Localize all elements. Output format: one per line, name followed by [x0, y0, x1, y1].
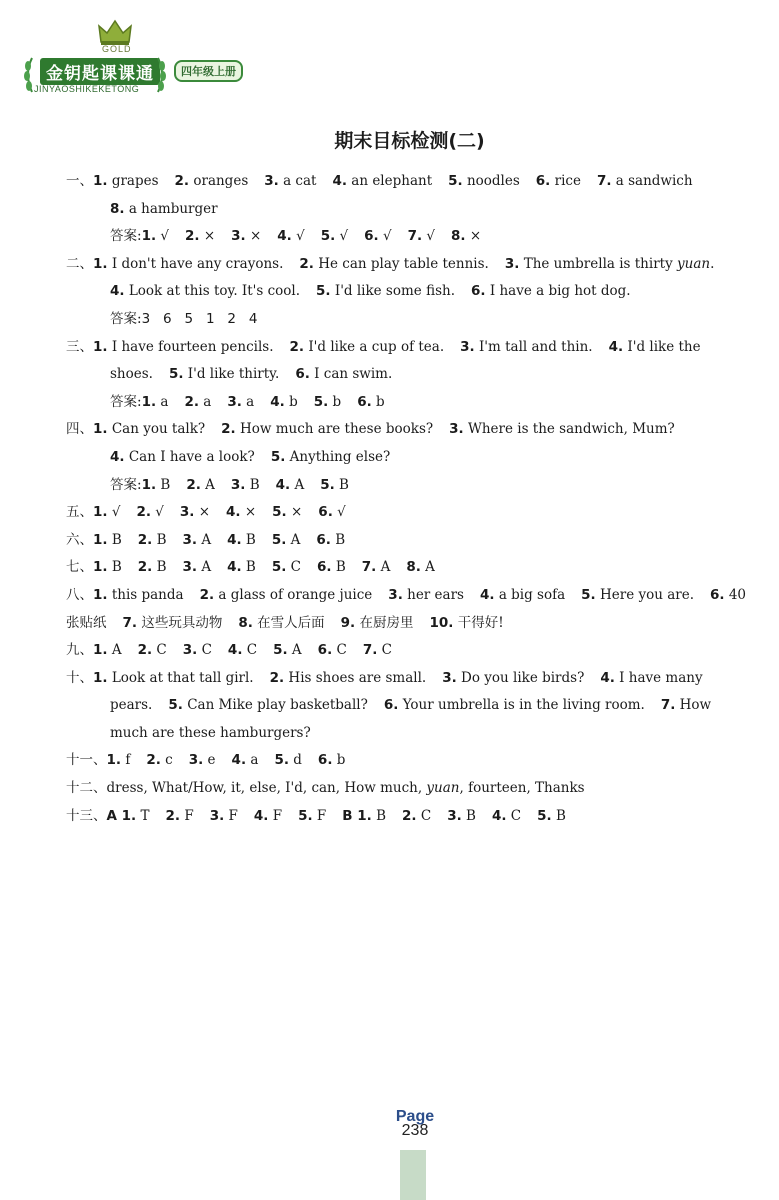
item-text: × [469, 228, 482, 245]
answer-label: 答案: [110, 228, 142, 245]
item-number: 3. [179, 504, 195, 521]
item-number: 5. [298, 807, 313, 824]
item-text: × [249, 228, 262, 245]
item-text: × [244, 504, 257, 521]
item-text: He can play table tennis. [318, 255, 489, 272]
item-number: 7. [596, 173, 612, 189]
item-text: Can you talk? [111, 421, 206, 438]
item-number: 2. [186, 476, 201, 493]
item-number: 1. [141, 228, 157, 245]
item-number: 3. [442, 669, 457, 686]
item-number: 4. [231, 752, 247, 769]
item-number: 4. [608, 338, 624, 355]
section-label: 九、 [66, 642, 93, 659]
item-number: 2. [299, 255, 314, 272]
item-text: A [380, 559, 391, 576]
item-number: 6. [364, 228, 379, 245]
section-line [66, 610, 748, 638]
footer-bar [400, 1150, 426, 1200]
item-text: her ears [407, 586, 464, 603]
item-text: oranges [193, 173, 249, 189]
item-number: 5. [272, 504, 287, 521]
item-text: A [205, 476, 215, 493]
section-line [88, 278, 748, 306]
section-label: 十三、 [66, 807, 107, 824]
brand-name-cn: 金钥匙课课通 [40, 58, 160, 85]
item-number: 1. [93, 255, 108, 272]
item-number: 6. [317, 642, 333, 659]
item-number: 5. [273, 642, 288, 659]
item-text: b [332, 393, 342, 410]
item-number: 6. [471, 283, 486, 300]
section-line [66, 416, 748, 444]
item-number: 3. [460, 338, 475, 355]
item-text: 张贴纸 [66, 614, 107, 631]
item-number: 1. [93, 586, 108, 603]
item-text: grapes [111, 173, 159, 189]
item-text: I'd like some fish. [334, 283, 455, 300]
item-text: I don't have any crayons. [111, 255, 284, 272]
item-italic: yuan [677, 255, 711, 272]
item-text: e [207, 752, 216, 769]
item-text: C [246, 642, 258, 659]
answer-line [88, 306, 748, 334]
item-number: 1. [93, 642, 108, 659]
section-line [66, 747, 748, 775]
item-number: 5. [448, 173, 463, 189]
item-number: 6. [318, 504, 333, 521]
item-text: B [111, 531, 122, 548]
section-line [88, 361, 748, 389]
item-number: 8. [110, 200, 125, 217]
item-number: A 1. [106, 807, 137, 824]
item-text: The umbrella is thirty [523, 255, 677, 272]
section-line [66, 554, 748, 582]
section-line [66, 665, 748, 693]
item-text: 这些玩具动物 [141, 614, 223, 631]
item-text: c [165, 752, 173, 769]
item-text: B [245, 559, 256, 576]
section-line [88, 692, 748, 720]
item-text: A [290, 531, 301, 548]
item-number: 3. [227, 393, 242, 410]
section-line [66, 775, 748, 803]
item-number: 2. [199, 586, 215, 603]
item-text: B [160, 476, 171, 493]
item-text: rice [554, 173, 581, 189]
item-number: 5. [271, 531, 287, 548]
crown-icon [97, 18, 133, 46]
item-number: B 1. [342, 807, 372, 824]
item-number: 4. [227, 559, 242, 576]
item-number: 5. [313, 393, 329, 410]
item-text: Your umbrella is in the living room. [402, 697, 645, 714]
item-text: a cat [283, 173, 317, 189]
item-number: 5. [320, 476, 335, 493]
item-text: Do you like birds? [461, 669, 585, 686]
item-number: 7. [660, 697, 676, 714]
item-text: F [272, 807, 283, 824]
item-number: 5. [581, 586, 596, 603]
item-number: 6. [295, 366, 310, 383]
item-text: B [156, 559, 167, 576]
item-text: d [293, 752, 302, 769]
item-text: I'd like a cup of tea. [308, 338, 445, 355]
item-text: B [335, 531, 346, 548]
item-text: I can swim. [314, 366, 393, 383]
item-text: B [335, 559, 346, 576]
page-footer [380, 1108, 450, 1140]
item-number: 4. [253, 807, 269, 824]
item-number: 5. [316, 283, 331, 300]
item-number: 4. [600, 669, 615, 686]
item-number: 3. [209, 807, 225, 824]
item-text: B [245, 531, 256, 548]
item-text-after: , fourteen, Thanks [459, 780, 585, 797]
item-text: His shoes are small. [288, 669, 427, 686]
page-number: 238 [401, 1122, 429, 1139]
item-number: 2. [221, 421, 236, 438]
item-text: √ [382, 228, 392, 245]
item-number: 6. [535, 173, 551, 189]
item-text: I have a big hot dog. [489, 283, 631, 300]
item-text: I'd like the [627, 338, 701, 355]
answer-key [66, 168, 748, 830]
item-number: 6. [317, 559, 332, 576]
item-number: 4. [270, 393, 285, 410]
item-number: 3. [182, 531, 198, 548]
item-text: Can I have a look? [128, 448, 255, 465]
item-text: C [336, 642, 347, 659]
item-text: A [294, 476, 305, 493]
answer-line [88, 223, 748, 251]
item-text: an elephant [351, 173, 433, 189]
item-number: 6. [317, 752, 333, 769]
item-number: 3. [230, 476, 246, 493]
section-line [66, 499, 748, 527]
item-text: Look at that tall girl. [111, 669, 254, 686]
item-text: A [291, 642, 302, 659]
grade-tag: 四年级上册 [174, 60, 243, 82]
item-text: I have fourteen pencils. [111, 338, 274, 355]
item-number: 2. [269, 669, 285, 686]
item-number: 4. [227, 642, 243, 659]
item-text: 在厨房里 [359, 614, 414, 631]
answer-line [88, 472, 748, 500]
section-label: 十一、 [66, 752, 107, 769]
brand-logo [14, 18, 264, 98]
item-number: 1. [141, 393, 157, 410]
item-italic: yuan [426, 780, 460, 797]
item-number: 3. [182, 642, 198, 659]
item-text: √ [155, 504, 164, 521]
item-text: 40 [728, 586, 747, 603]
item-number: 8. [238, 614, 253, 631]
section-line [88, 720, 748, 748]
item-text: B [249, 476, 260, 493]
section-line [88, 196, 748, 224]
item-number: 3. [504, 255, 520, 272]
item-text: C [290, 559, 301, 576]
item-text: How much are these books? [239, 421, 434, 438]
item-number: 2. [146, 752, 161, 769]
item-text: × [290, 504, 303, 521]
item-text-after: . [710, 255, 715, 272]
item-text: F [316, 807, 327, 824]
page-label: Page [395, 1108, 435, 1125]
section-line [66, 527, 748, 555]
item-number: 3. [447, 807, 462, 824]
item-text: B [376, 807, 387, 824]
item-number: 4. [491, 807, 507, 824]
answer-label: 答案: [110, 393, 142, 410]
item-number: 4. [227, 531, 242, 548]
item-text: much are these hamburgers? [110, 724, 311, 741]
item-text: C [420, 807, 432, 824]
item-text: a glass of orange juice [218, 586, 373, 603]
item-text: √ [337, 504, 346, 521]
section-label: 七、 [66, 559, 93, 576]
item-text: √ [111, 504, 121, 521]
item-number: 1. [93, 173, 108, 189]
item-text: B [156, 531, 167, 548]
item-number: 1. [106, 752, 122, 769]
section-label: 八、 [66, 586, 93, 603]
section-line [66, 251, 748, 279]
section-label: 三、 [66, 338, 93, 355]
item-number: 4. [110, 448, 125, 465]
section-line [66, 803, 748, 831]
section-label: 一、 [66, 173, 93, 189]
item-number: 8. [451, 228, 466, 245]
item-number: 7. [361, 559, 377, 576]
item-text: b [376, 393, 385, 410]
item-text: dress, What/How, it, else, I'd, can, How much, [106, 780, 427, 797]
item-number: 1. [93, 421, 108, 438]
item-number: 6. [710, 586, 725, 603]
item-text: 在雪人后面 [257, 614, 325, 631]
item-number: 3. [182, 559, 198, 576]
item-text: a sandwich [615, 173, 693, 189]
item-text: √ [339, 228, 349, 245]
item-number: 2. [136, 504, 151, 521]
item-number: 2. [184, 393, 199, 410]
item-number: 1. [141, 476, 157, 493]
section-label: 五、 [66, 504, 93, 521]
item-text: a [246, 393, 255, 410]
item-text: C [381, 642, 393, 659]
gold-word: GOLD [102, 44, 132, 54]
item-number: 2. [402, 807, 417, 824]
item-number: 7. [122, 614, 138, 631]
item-text: A [201, 559, 212, 576]
item-number: 4. [226, 504, 241, 521]
item-text: a [203, 393, 212, 410]
item-number: 5. [271, 559, 287, 576]
item-text: this panda [111, 586, 184, 603]
item-number: 3. [231, 228, 246, 245]
item-text: How [679, 697, 712, 714]
item-number: 2. [165, 807, 181, 824]
item-text: F [184, 807, 194, 824]
item-number: 5. [537, 807, 552, 824]
laurel-right-icon [154, 56, 168, 94]
item-number: 2. [137, 531, 153, 548]
section-line [66, 168, 748, 196]
answer-sequence: 3 6 5 1 2 4 [141, 310, 258, 327]
item-text: Here you are. [599, 586, 695, 603]
item-number: 3. [388, 586, 403, 603]
item-text: √ [160, 228, 169, 245]
item-text: Can Mike play basketball? [187, 697, 368, 714]
item-text: B [339, 476, 349, 493]
page-title: 期末目标检测(二) [334, 130, 485, 152]
item-number: 8. [406, 559, 421, 576]
item-text: C [510, 807, 522, 824]
item-text: × [203, 228, 216, 245]
item-text: Look at this toy. It's cool. [128, 283, 301, 300]
item-text: I'm tall and thin. [478, 338, 593, 355]
item-number: 2. [137, 559, 153, 576]
brand-pinyin: JINYAOSHIKEKETONG [34, 84, 140, 94]
item-number: 10. [429, 614, 454, 631]
item-number: 6. [357, 393, 372, 410]
item-number: 1. [93, 504, 108, 521]
item-number: 4. [479, 586, 495, 603]
section-line [66, 582, 748, 610]
item-number: 1. [93, 531, 108, 548]
item-text: B [555, 807, 566, 824]
item-number: 3. [264, 173, 279, 189]
section-label: 四、 [66, 421, 93, 438]
item-number: 4. [110, 283, 125, 300]
item-number: 1. [93, 338, 108, 355]
item-text: A [425, 559, 435, 576]
item-text: T [140, 807, 150, 824]
item-number: 1. [93, 559, 108, 576]
item-text: C [156, 642, 167, 659]
item-text: C [201, 642, 212, 659]
section-label: 六、 [66, 531, 93, 548]
section-line [66, 334, 748, 362]
item-number: 2. [289, 338, 305, 355]
item-number: 5. [270, 448, 286, 465]
item-text: I have many [619, 669, 703, 686]
item-number: 6. [383, 697, 399, 714]
item-text: a big sofa [498, 586, 566, 603]
item-text: A [201, 531, 212, 548]
item-text: Anything else? [289, 448, 391, 465]
section-line [66, 637, 748, 665]
answer-label: 答案: [110, 310, 142, 327]
item-number: 5. [320, 228, 336, 245]
item-number: 4. [332, 173, 347, 189]
item-text: noodles [466, 173, 520, 189]
item-number: 5. [168, 366, 184, 383]
item-number: 4. [275, 476, 291, 493]
item-text: I'd like thirty. [187, 366, 280, 383]
item-number: 3. [449, 421, 464, 438]
item-text: a hamburger [128, 200, 218, 217]
item-number: 7. [362, 642, 378, 659]
item-text: 干得好! [457, 614, 504, 631]
item-text: b [289, 393, 298, 410]
item-text: √ [426, 228, 436, 245]
item-number: 2. [185, 228, 200, 245]
item-number: 5. [168, 697, 183, 714]
item-text: F [228, 807, 238, 824]
section-line [88, 444, 748, 472]
item-text: a [160, 393, 169, 410]
item-text: b [336, 752, 346, 769]
item-number: 5. [274, 752, 289, 769]
item-number: 7. [407, 228, 423, 245]
item-number: 6. [316, 531, 331, 548]
item-number: 4. [277, 228, 292, 245]
item-number: 2. [174, 173, 190, 189]
answer-label: 答案: [110, 476, 142, 493]
item-number: 1. [93, 669, 108, 686]
item-text: f [125, 752, 131, 769]
answer-line [88, 389, 748, 417]
item-text: a [250, 752, 259, 769]
item-text: Where is the sandwich, Mum? [467, 421, 675, 438]
item-text: shoes. [110, 366, 153, 383]
item-number: 2. [137, 642, 153, 659]
item-text: √ [296, 228, 305, 245]
item-text: B [466, 807, 476, 824]
section-label: 十二、 [66, 780, 107, 797]
section-label: 二、 [66, 255, 93, 272]
item-number: 9. [340, 614, 356, 631]
item-text: B [111, 559, 122, 576]
item-text: A [111, 642, 122, 659]
item-text: × [198, 504, 211, 521]
item-text: pears. [110, 697, 153, 714]
item-number: 3. [188, 752, 204, 769]
section-label: 十、 [66, 669, 93, 686]
